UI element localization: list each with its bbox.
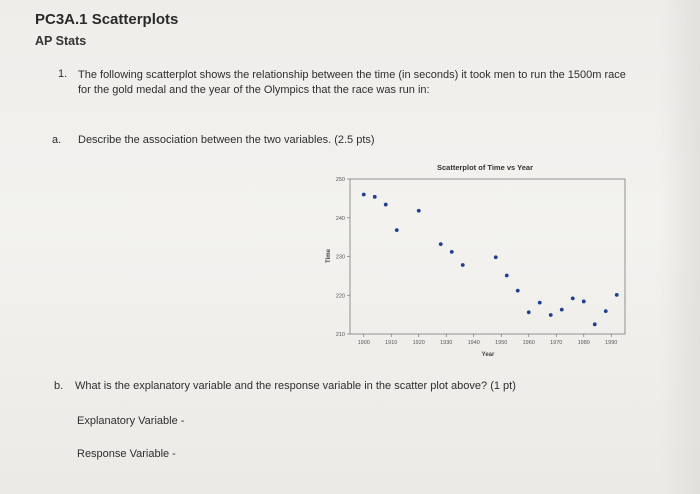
page-edge-shadow [660, 0, 700, 494]
scatter-point [362, 193, 366, 197]
scatter-point [593, 322, 597, 326]
part-b-letter: b. [54, 380, 64, 392]
course-name: AP Stats [35, 34, 87, 48]
scatter-point [604, 309, 608, 313]
response-variable-label: Response Variable - [77, 448, 176, 460]
question-1-number: 1. [58, 68, 68, 80]
worksheet-title: PC3A.1 Scatterplots [35, 11, 179, 28]
x-tick-label: 1900 [357, 340, 370, 346]
chart-title: Scatterplot of Time vs Year [436, 163, 534, 172]
scatter-point [615, 293, 619, 297]
y-axis-label: Time [326, 249, 332, 263]
x-tick-label: 1980 [577, 340, 590, 346]
part-a-letter: a. [52, 134, 62, 146]
scatter-point [560, 308, 564, 312]
y-tick-label: 250 [335, 177, 345, 183]
scatter-point [450, 250, 454, 254]
y-tick-label: 240 [335, 215, 345, 222]
scatter-point [373, 195, 377, 199]
scatter-point [384, 203, 388, 207]
plot-frame [350, 179, 625, 334]
scatter-point [582, 300, 586, 304]
x-tick-label: 1960 [522, 340, 535, 346]
scatter-point [395, 228, 399, 232]
scatter-point [527, 310, 531, 314]
x-tick-label: 1990 [605, 340, 618, 346]
question-1-text: The following scatterplot shows the relationship between the time (in seconds) it took men to run the 1500m race for the gold medal and the year of the Olympics that the race was run in: [78, 69, 626, 96]
y-tick-label: 220 [335, 293, 345, 300]
y-tick-label: 210 [335, 332, 345, 338]
scatter-point [439, 242, 443, 246]
y-tick-label: 230 [335, 254, 345, 261]
y-axis [336, 177, 350, 338]
part-a-prompt: Describe the association between the two variables. (2.5 pts) [78, 134, 375, 146]
x-tick-label: 1940 [467, 340, 480, 346]
x-axis-label: Year [481, 352, 495, 358]
scatter-point [516, 289, 520, 293]
x-axis [358, 334, 618, 346]
scatter-point [494, 255, 498, 259]
x-tick-label: 1930 [440, 340, 453, 346]
x-tick-label: 1920 [412, 340, 425, 346]
x-tick-label: 1970 [550, 340, 563, 346]
scatter-point [505, 274, 509, 278]
x-tick-label: 1950 [495, 340, 508, 346]
explanatory-variable-label: Explanatory Variable - [77, 415, 185, 427]
x-tick-label: 1910 [385, 340, 398, 346]
scatter-point [538, 301, 542, 305]
scatter-point [461, 263, 465, 267]
part-b-prompt: What is the explanatory variable and the response variable in the scatter plot above? (1 pt) [75, 380, 516, 392]
scatter-point [571, 296, 575, 300]
scatterplot-chart [310, 155, 640, 365]
scatter-point [549, 313, 553, 317]
scatter-point [417, 209, 421, 213]
data-points [362, 193, 619, 327]
